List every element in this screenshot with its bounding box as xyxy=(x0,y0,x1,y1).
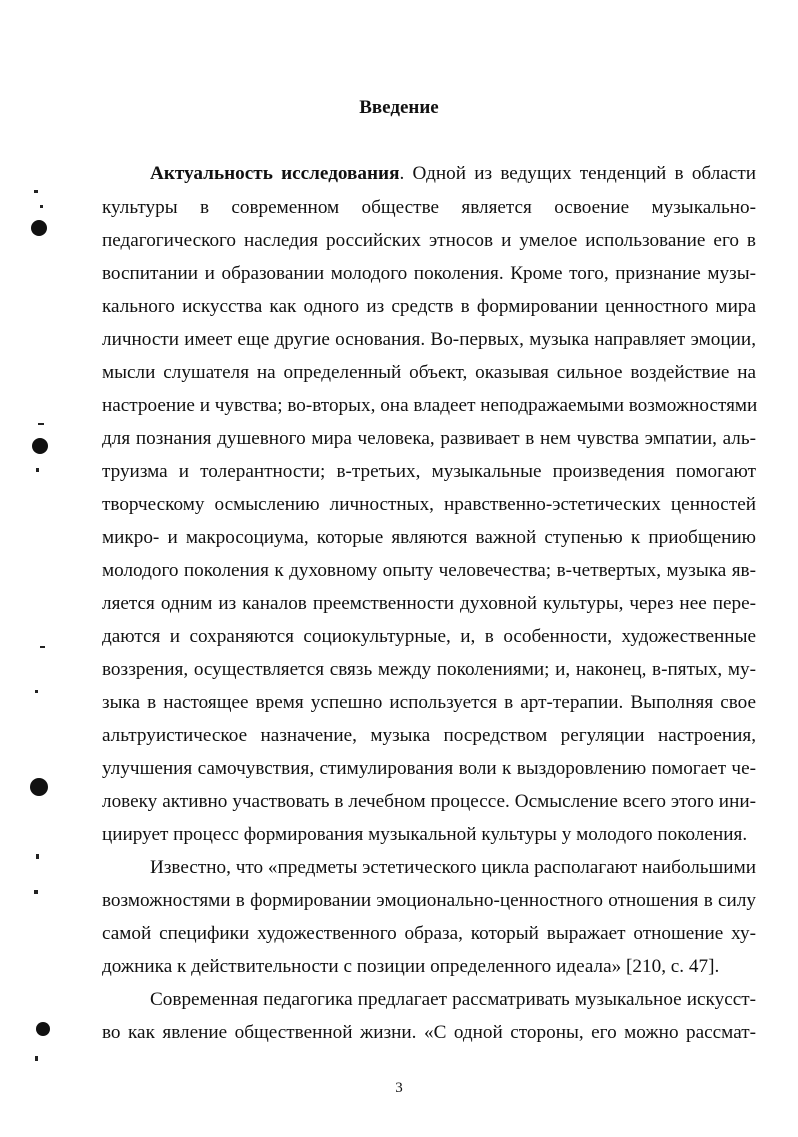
text-line: настроение и чувства; во-вторых, она владеет неподражаемыми возможностями xyxy=(102,395,758,416)
punch-hole-mark xyxy=(31,220,47,236)
scan-speck xyxy=(35,1056,38,1061)
scan-speck xyxy=(36,854,39,859)
text-line: кального искусства как одного из средств в формировании ценностного мира xyxy=(102,296,756,317)
scan-speck xyxy=(34,190,38,193)
text-line: культуры в современном обществе является освоение музыкально- xyxy=(102,197,756,218)
text-line: альтруистическое назначение, музыка посредством регуляции настроения, xyxy=(102,725,756,746)
text-line: для познания душевного мира человека, развивает в нем чувства эмпатии, аль- xyxy=(102,428,756,449)
scan-speck xyxy=(40,646,45,648)
text-line: микро- и макросоциума, которые являются важной ступенью к приобщению xyxy=(102,527,756,548)
bold-lead: Актуальность исследования xyxy=(150,163,400,184)
scan-speck xyxy=(35,690,38,693)
punch-hole-mark xyxy=(36,1022,50,1036)
text-line: молодого поколения к духовному опыту человечества; в-четвертых, музыка яв- xyxy=(102,560,756,581)
text-line: даются и сохраняются социокультурные, и, в особенности, художественные xyxy=(102,626,756,647)
text-line: Известно, что «предметы эстетического цикла располагают наибольшими xyxy=(150,857,756,878)
text-line: циирует процесс формирования музыкальной культуры у молодого поколения. xyxy=(102,824,748,845)
text-line: дожника к действительности с позиции определенного идеала» [210, с. 47]. xyxy=(102,956,720,977)
text-line: воззрения, осуществляется связь между поколениями; и, наконец, в-пятых, му- xyxy=(102,659,756,680)
text-line: улучшения самочувствия, стимулирования воли к выздоровлению помогает че- xyxy=(102,758,756,779)
text-line: самой специфики художественного образа, который выражает отношение ху- xyxy=(102,923,756,944)
text-line: ляется одним из каналов преемственности духовной культуры, через нее пере- xyxy=(102,593,756,614)
text-line: педагогического наследия российских этносов и умелое использование его в xyxy=(102,230,756,251)
text-line: зыка в настоящее время успешно используется в арт-терапии. Выполняя свое xyxy=(102,692,756,713)
text-line: воспитании и образовании молодого поколения. Кроме того, признание музы- xyxy=(102,263,756,284)
text-line: возможностями в формировании эмоционально-ценностного отношения в силу xyxy=(102,890,756,911)
scan-speck xyxy=(36,468,39,472)
punch-hole-mark xyxy=(30,778,48,796)
text-line: ловеку активно участвовать в лечебном процессе. Осмысление всего этого ини- xyxy=(102,791,756,812)
page-number: 3 xyxy=(395,1080,403,1096)
scan-speck xyxy=(40,205,43,208)
text-line: творческому осмыслению личностных, нравственно-эстетических ценностей xyxy=(102,494,756,515)
punch-hole-mark xyxy=(32,438,48,454)
text-line: во как явление общественной жизни. «С одной стороны, его можно рассмат- xyxy=(102,1022,756,1043)
page-title: Введение xyxy=(359,97,439,118)
text-line: личности имеет еще другие основания. Во-первых, музыка направляет эмоции, xyxy=(102,329,756,350)
text-line: труизма и толерантности; в-третьих, музыкальные произведения помогают xyxy=(102,461,756,482)
text-line: Современная педагогика предлагает рассматривать музыкальное искусст- xyxy=(150,989,756,1010)
text-line: мысли слушателя на определенный объект, оказывая сильное воздействие на xyxy=(102,362,756,383)
scan-speck xyxy=(38,423,44,425)
text-line: Актуальность исследования. Одной из ведущих тенденций в области xyxy=(150,163,756,184)
scan-speck xyxy=(34,890,38,894)
